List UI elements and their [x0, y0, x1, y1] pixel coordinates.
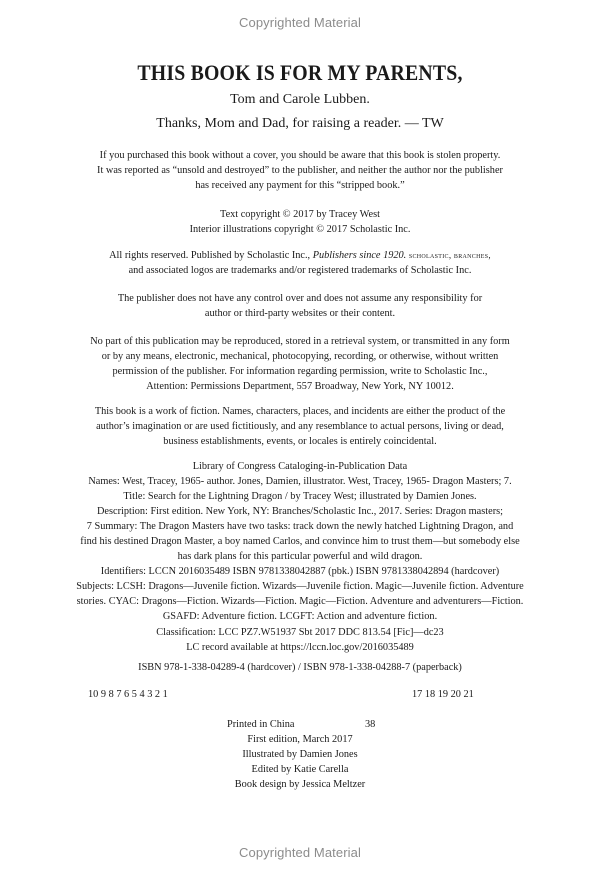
year-number-line: 17 18 19 20 21 [412, 689, 474, 700]
text-line: Edited by Katie Carella [251, 764, 349, 776]
watermark-bottom: Copyrighted Material [239, 845, 361, 860]
printing-info [40, 717, 560, 792]
text-line: No part of this publication may be reproduced, stored in a retrieval system, or transmitted in any form [90, 336, 510, 347]
text-line: business establishments, events, or locales is entirely coincidental. [163, 436, 437, 448]
printed-in-row [40, 717, 560, 732]
rights-text: All rights reserved. Published by Scholastic Inc., [109, 250, 313, 261]
dedication [0, 58, 600, 136]
text-line: GSAFD: Adventure fiction. LCGFT: Action and adventure fiction. [162, 611, 438, 623]
isbn-line [40, 660, 560, 675]
printer-code: 38 [365, 719, 376, 730]
text-line: Attention: Permissions Department, 557 Broadway, New York, NY 10012. [146, 381, 454, 393]
printing-number-line: 10 9 8 7 6 5 4 3 2 1 [88, 689, 168, 700]
text-line: LC record available at https://lccn.loc.gov/2016035489 [186, 641, 414, 653]
text-line: Description: First edition. New York, NY: Branches/Scholastic Inc., 2017. Series: Dragon masters; [96, 506, 503, 518]
text-line: Book design by Jessica Meltzer [234, 779, 366, 791]
text-line: and associated logos are trademarks and/or registered trademarks of Scholastic Inc. [128, 265, 472, 277]
text-line: Library of Congress Cataloging-in-Publication Data [192, 461, 408, 472]
text-line: Subjects: LCSH: Dragons—Juvenile fiction. Wizards—Juvenile fiction. Magic—Juvenile fiction. Adventure [76, 581, 524, 593]
text-line: or by any means, electronic, mechanical, photocopying, recording, or otherwise, without written [101, 351, 499, 363]
dedication-line: Tom and Carole Lubben. [230, 92, 370, 107]
text-line: Title: Search for the Lightning Dragon / by Tracey West; illustrated by Damien Jones. [123, 491, 477, 503]
text-line: Interior illustrations copyright © 2017 Scholastic Inc. [189, 224, 411, 236]
reproduction-notice [40, 334, 560, 394]
cataloging-data [40, 459, 560, 655]
printed-in-country: Printed in China [227, 719, 295, 730]
rights-notice [40, 248, 560, 278]
text-line: has dark plans for this particular powerful and wild dragon. [177, 551, 423, 563]
text-line: If you purchased this book without a cover, you should be aware that this book is stolen property. [99, 150, 501, 161]
text-line: permission of the publisher. For information regarding permission, write to Scholastic Inc., [112, 366, 488, 378]
text-line: Illustrated by Damien Jones [242, 749, 358, 761]
text-line: author or third-party websites or their content. [204, 308, 396, 320]
text-line [40, 248, 560, 263]
text-line: Text copyright © 2017 by Tracey West [220, 209, 380, 220]
copyright-notice [40, 207, 560, 237]
text-line: ISBN 978-1-338-04289-4 (hardcover) / ISBN 978-1-338-04288-7 (paperback) [138, 662, 462, 673]
text-line: First edition, March 2017 [247, 734, 353, 746]
text-line: stories. CYAC: Dragons—Fiction. Wizards—Fiction. Magic—Fiction. Adventure and adventurers—Fiction. [76, 596, 524, 608]
third-party-notice [40, 291, 560, 321]
fiction-disclaimer [40, 404, 560, 449]
text-line: 7 Summary: The Dragon Masters have two tasks: track down the newly hatched Lightning Dragon, and [86, 521, 514, 533]
dedication-title: THIS BOOK IS FOR MY PARENTS, [137, 60, 463, 85]
publisher-tagline: Publishers since 1920. [312, 250, 407, 261]
text-line: Classification: LCC PZ7.W51937 Sbt 2017 DDC 813.54 [Fic]—dc23 [156, 626, 444, 638]
stolen-book-notice [40, 148, 560, 193]
text-line: The publisher does not have any control over and does not assume any responsibility for [117, 293, 483, 304]
watermark-top: Copyrighted Material [239, 15, 361, 30]
text-line: find his destined Dragon Master, a boy named Carlos, and convince him to trust them—but somebody else [80, 536, 520, 548]
text-line: author’s imagination or are used fictitiously, and any resemblance to actual persons, living or dead, [96, 421, 504, 433]
trademark-names: scholastic, branches, [408, 250, 491, 260]
text-line: It was reported as “unsold and destroyed” to the publisher, and neither the author nor the publisher [97, 165, 503, 177]
text-line: Identifiers: LCCN 2016035489 ISBN 9781338042887 (pbk.) ISBN 9781338042894 (hardcover) [100, 566, 500, 578]
dedication-line: Thanks, Mom and Dad, for raising a reader. — TW [156, 116, 444, 131]
text-line: Names: West, Tracey, 1965- author. Jones, Damien, illustrator. West, Tracey, 1965- Dragon Masters; 7. [88, 476, 512, 488]
text-line: This book is a work of fiction. Names, characters, places, and incidents are either the product of the [94, 406, 506, 417]
text-line: has received any payment for this “stripped book.” [195, 180, 405, 192]
